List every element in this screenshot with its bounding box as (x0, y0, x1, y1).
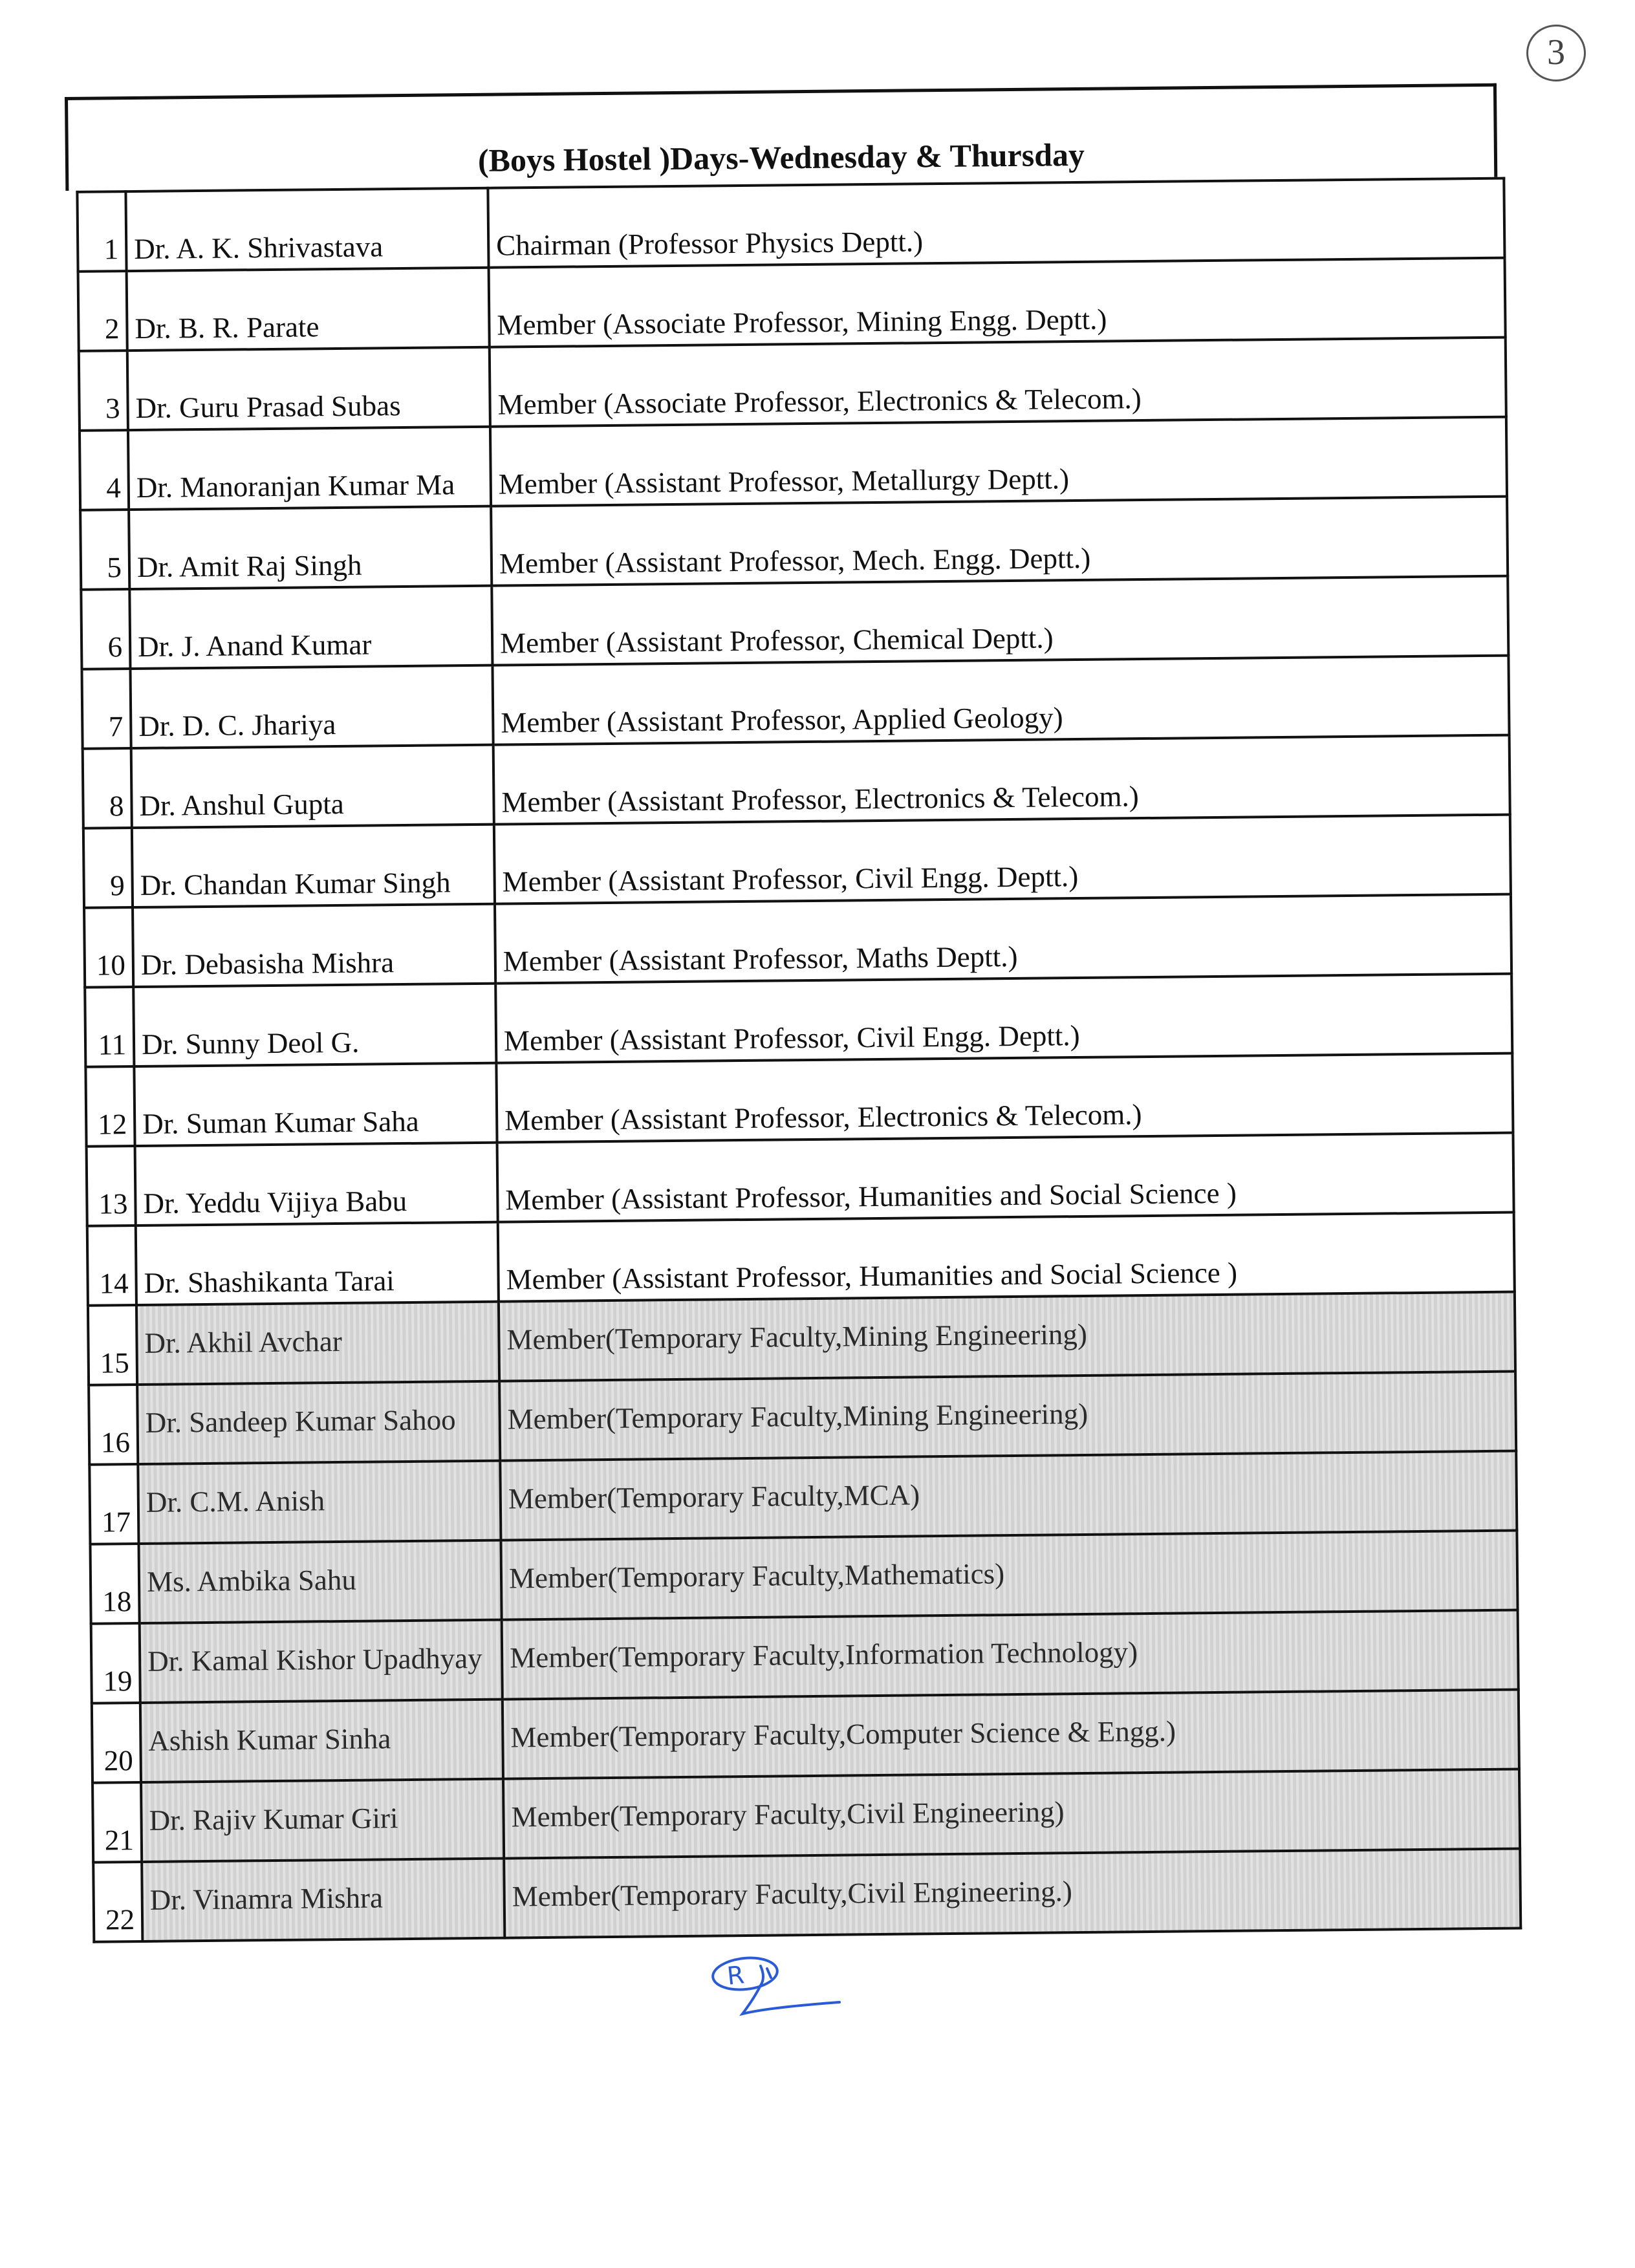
member-name: Dr. Guru Prasad Subas (127, 347, 490, 430)
member-number: 12 (85, 1066, 135, 1147)
member-name: Dr. Sunny Deol G. (133, 984, 496, 1066)
member-row (89, 1451, 1517, 1544)
member-row (91, 1610, 1519, 1703)
member-name: Dr. Manoranjan Kumar Ma (128, 427, 491, 510)
member-number: 21 (92, 1782, 142, 1863)
member-row (79, 338, 1506, 431)
member-number: 22 (93, 1862, 142, 1942)
member-name: Ashish Kumar Sinha (140, 1700, 503, 1782)
member-role: Member (Assistant Professor, Electronics & Telecom.) (496, 1053, 1513, 1143)
member-number: 3 (79, 351, 128, 431)
member-row (80, 497, 1508, 590)
member-number: 10 (84, 907, 133, 988)
member-role: Member(Temporary Faculty,MCA) (500, 1451, 1517, 1540)
member-row (88, 1292, 1515, 1385)
member-role: Member(Temporary Faculty,Civil Engineering) (503, 1769, 1520, 1859)
member-row (90, 1531, 1517, 1624)
member-row (84, 894, 1511, 988)
member-number: 9 (83, 828, 133, 908)
member-name: Dr. B. R. Parate (127, 268, 490, 351)
member-row (83, 815, 1511, 908)
member-role: Member(Temporary Faculty,Computer Science & Engg.) (503, 1690, 1519, 1779)
page-title: (Boys Hostel )Days-Wednesday & Thursday (477, 136, 1085, 178)
member-role: Member (Associate Professor, Mining Engg. Deptt.) (489, 258, 1506, 347)
svg-text:R: R (725, 1960, 746, 1991)
handwritten-initials-icon (705, 1947, 860, 2024)
member-name: Dr. Debasisha Mishra (133, 904, 495, 987)
member-number: 20 (92, 1703, 141, 1783)
member-row (93, 1849, 1521, 1942)
member-name: Dr. Kamal Kishor Upadhyay (140, 1620, 503, 1703)
member-role: Member(Temporary Faculty,Civil Engineering.) (504, 1849, 1521, 1938)
member-name: Dr. A. K. Shrivastava (125, 188, 488, 271)
member-number: 17 (89, 1464, 138, 1544)
member-number: 2 (78, 271, 127, 351)
member-row (87, 1133, 1514, 1226)
member-role: Member (Associate Professor, Electronics & Telecom.) (490, 338, 1506, 427)
member-row (92, 1769, 1520, 1863)
title-box (65, 83, 1497, 191)
member-name: Dr. Akhil Avchar (136, 1302, 499, 1385)
member-role: Chairman (Professor Physics Deptt.) (488, 178, 1504, 268)
member-name: Dr. D. C. Jhariya (130, 665, 493, 748)
member-row (92, 1690, 1519, 1783)
member-number: 15 (88, 1305, 137, 1385)
page-number: 3 (1526, 25, 1586, 81)
member-role: Member (Assistant Professor, Mech. Engg. Deptt.) (491, 497, 1508, 586)
member-role: Member(Temporary Faculty,Mining Engineering) (499, 1372, 1516, 1461)
member-row (89, 1372, 1516, 1465)
member-name: Dr. Sandeep Kumar Sahoo (137, 1381, 500, 1464)
member-role: Member (Assistant Professor, Electronics & Telecom.) (493, 735, 1510, 825)
member-role: Member(Temporary Faculty,Mining Engineering) (499, 1292, 1515, 1381)
member-name: Dr. Rajiv Kumar Giri (141, 1779, 504, 1862)
member-row (78, 258, 1506, 351)
member-row (83, 735, 1510, 828)
member-row (80, 417, 1507, 510)
member-number: 11 (85, 987, 134, 1067)
member-name: Dr. Amit Raj Singh (129, 506, 492, 589)
member-role: Member (Assistant Professor, Maths Deptt.) (495, 894, 1511, 984)
member-role: Member (Assistant Professor, Civil Engg. Deptt.) (494, 815, 1511, 904)
member-row (77, 178, 1504, 272)
member-role: Member (Assistant Professor, Civil Engg. Deptt.) (495, 974, 1512, 1063)
member-row (85, 974, 1512, 1067)
member-name: Dr. Yeddu Vijiya Babu (135, 1143, 498, 1226)
member-row (81, 576, 1508, 669)
member-number: 19 (91, 1623, 140, 1703)
member-number: 16 (89, 1385, 138, 1465)
member-name: Ms. Ambika Sahu (138, 1540, 501, 1623)
member-number: 4 (80, 430, 129, 510)
member-name: Dr. Chandan Kumar Singh (132, 825, 495, 907)
member-name: Dr. Anshul Gupta (131, 745, 494, 828)
member-name: Dr. Suman Kumar Saha (134, 1063, 497, 1146)
member-role: Member (Assistant Professor, Humanities and Social Science ) (498, 1213, 1515, 1302)
member-number: 8 (83, 748, 132, 828)
members-table (76, 177, 1522, 1943)
member-number: 5 (80, 510, 129, 590)
member-role: Member(Temporary Faculty,Information Technology) (502, 1610, 1519, 1700)
member-role: Member (Assistant Professor, Applied Geology) (492, 656, 1509, 745)
member-role: Member(Temporary Faculty,Mathematics) (501, 1531, 1517, 1620)
member-role: Member (Assistant Professor, Metallurgy Deptt.) (490, 417, 1507, 506)
member-row (85, 1053, 1513, 1147)
member-role: Member (Assistant Professor, Chemical Deptt.) (492, 576, 1508, 665)
member-name: Dr. Vinamra Mishra (142, 1859, 504, 1941)
member-number: 1 (77, 191, 126, 272)
member-number: 18 (90, 1544, 139, 1624)
member-number: 6 (81, 589, 130, 669)
member-number: 14 (87, 1226, 136, 1306)
member-number: 7 (81, 669, 131, 749)
member-number: 13 (87, 1146, 136, 1226)
member-name: Dr. J. Anand Kumar (129, 586, 492, 669)
member-name: Dr. C.M. Anish (138, 1461, 501, 1544)
member-row (87, 1213, 1515, 1306)
member-row (81, 656, 1509, 749)
member-name: Dr. Shashikanta Tarai (136, 1222, 499, 1305)
member-role: Member (Assistant Professor, Humanities and Social Science ) (497, 1133, 1514, 1222)
